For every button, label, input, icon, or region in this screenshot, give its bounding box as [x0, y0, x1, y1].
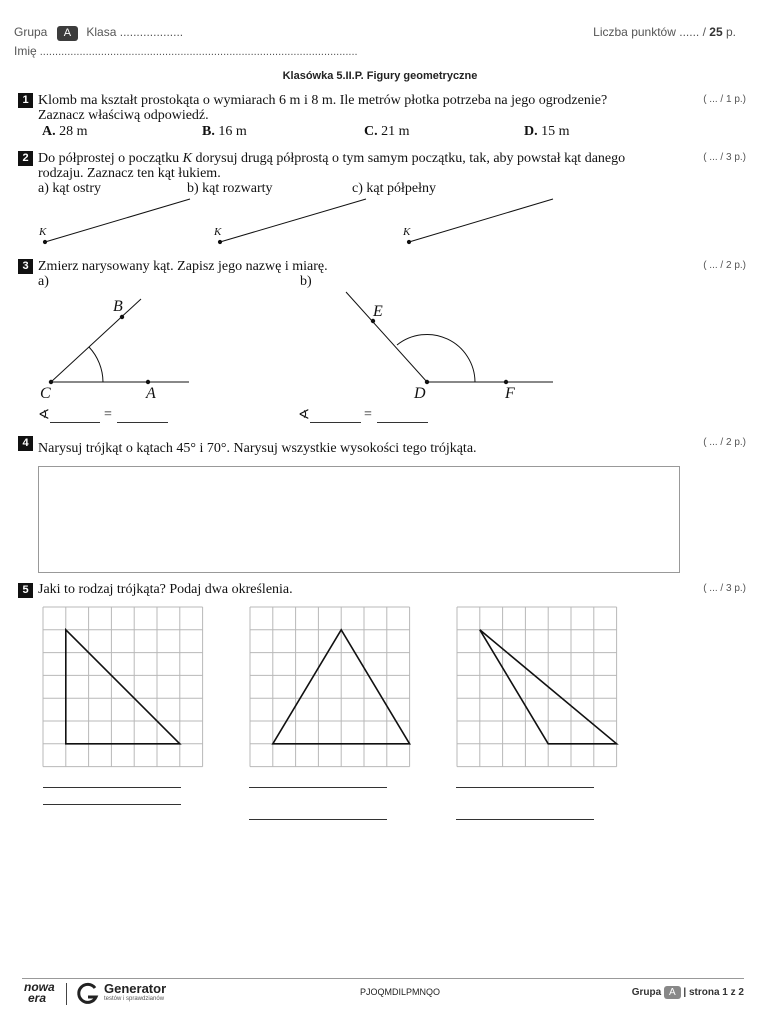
- q5-line-1a[interactable]: [43, 787, 181, 788]
- grid-panel-1: [43, 607, 203, 767]
- grid-panel-3: [457, 607, 617, 767]
- generator-title: Generator: [104, 981, 167, 996]
- question-3-points: ( ... / 2 p.): [703, 260, 746, 271]
- q5-line-3a[interactable]: [456, 787, 594, 788]
- q5-line-1b[interactable]: [43, 804, 181, 805]
- label-e: E: [373, 303, 383, 320]
- answer-a[interactable]: A. 28 m: [42, 124, 88, 139]
- footer-divider: [22, 978, 744, 979]
- class-label: Klasa: [86, 25, 117, 39]
- q3-part-b: b): [300, 274, 312, 289]
- points-sep: /: [702, 25, 706, 39]
- footer-page-info: Grupa A | strona 1 z 2: [631, 987, 744, 998]
- question-1-text: Klomb ma kształt prostokąta o wymiarach 6 m i 8 m. Ile metrów płotka potrzeba na jego ogrodzenie?: [38, 93, 608, 108]
- label-k-b: K: [214, 226, 222, 238]
- answer-c[interactable]: C. 21 m: [364, 124, 410, 139]
- question-2-text: Do półprostej o początku K dorysuj drugą półprostą o tym samym początku, tak, aby powstał kąt danego: [38, 151, 626, 166]
- group-badge: A: [57, 26, 78, 41]
- footer-group-badge: A: [664, 986, 681, 999]
- question-number-3: 3: [18, 259, 33, 274]
- q5-line-2b[interactable]: [249, 819, 387, 820]
- question-4-points: ( ... / 2 p.): [703, 437, 746, 448]
- page-title: Klasówka 5.II.P. Figury geometryczne: [282, 70, 478, 82]
- angle-symbol-a: ∢: [38, 408, 50, 423]
- points-unit: p.: [725, 25, 736, 39]
- question-number-4: 4: [18, 436, 33, 451]
- question-2-points: ( ... / 3 p.): [703, 152, 746, 163]
- grid-panel-2: [250, 607, 410, 767]
- class-dots: ...................: [119, 25, 184, 39]
- part-a-label: a) kąt ostry: [38, 181, 101, 196]
- angle-symbol-b: ∢: [298, 408, 310, 423]
- triangle-1: [66, 630, 180, 744]
- q5-line-3b[interactable]: [456, 819, 594, 820]
- label-d: D: [414, 385, 426, 402]
- question-1-text2: Zaznacz właściwą odpowiedź.: [38, 108, 209, 123]
- label-f: F: [505, 385, 515, 402]
- label-b: B: [113, 298, 123, 315]
- q5-line-2a[interactable]: [249, 787, 387, 788]
- group-label: Grupa: [14, 25, 48, 39]
- question-5-text: Jaki to rodzaj trójkąta? Podaj dwa określenia.: [38, 582, 293, 597]
- question-1-points: ( ... / 1 p.): [703, 94, 746, 105]
- question-number-5: 5: [18, 583, 33, 598]
- label-k-c: K: [403, 226, 411, 238]
- q3-part-a: a): [38, 274, 49, 289]
- answer-d[interactable]: D. 15 m: [524, 124, 570, 139]
- question-4-text: Narysuj trójkąt o kątach 45° i 70°. Narysuj wszystkie wysokości tego trójkąta.: [38, 441, 477, 456]
- points-dots: ......: [679, 25, 700, 39]
- question-2-text2: rodzaju. Zaznacz ten kąt łukiem.: [38, 166, 221, 181]
- question-number-1: 1: [18, 93, 33, 108]
- equals-b: =: [364, 407, 372, 422]
- generator-subtitle: testów i sprawdzianów: [104, 996, 165, 1002]
- label-k-a: K: [39, 226, 47, 238]
- part-c-label: c) kąt półpełny: [352, 181, 436, 196]
- equals-a: =: [104, 407, 112, 422]
- answer-b[interactable]: B. 16 m: [202, 124, 247, 139]
- nowa-era-logo: nowa era: [24, 980, 55, 1005]
- question-number-2: 2: [18, 151, 33, 166]
- label-c: C: [40, 385, 51, 402]
- points-total: 25: [709, 25, 723, 39]
- part-b-label: b) kąt rozwarty: [187, 181, 273, 196]
- points-label: Liczba punktów: [593, 25, 676, 39]
- name-label: Imię: [14, 44, 37, 58]
- label-a: A: [146, 385, 156, 402]
- question-5-points: ( ... / 3 p.): [703, 583, 746, 594]
- name-dots: ........................................................................................................: [39, 46, 358, 58]
- document-code: PJOQMDILPMNQO: [359, 987, 440, 997]
- question-3-text: Zmierz narysowany kąt. Zapisz jego nazwę i miarę.: [38, 259, 328, 274]
